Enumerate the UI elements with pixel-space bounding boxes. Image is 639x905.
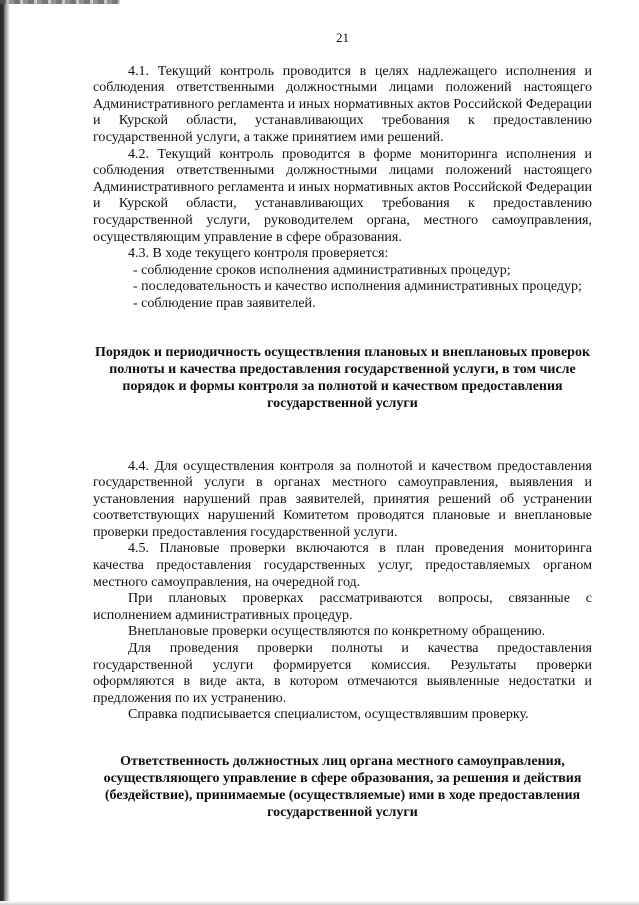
paragraph-4-2: 4.2. Текущий контроль проводится в форме мониторинга исполнения и соблюдения ответственными должностными лицами положений настоящего Административного регламента и иных нормативных актов Российской Федерации и Курской области, устанавливающих требования к предоставлению государственной услуги, руководителем органа, местного самоуправления, осуществляющим управление в сфере образования. bbox=[93, 146, 592, 245]
scan-edge-left bbox=[0, 0, 10, 905]
paragraph-report-signature: Справка подписывается специалистом, осуществлявшим проверку. bbox=[128, 707, 529, 723]
section-heading-responsibility: Ответственность должностных лиц органа местного самоуправления, осуществляющего управление в сфере образования, за решения и действия (бездействие), принимаемые (осуществляемые) ими в ходе предоставления государственной услуги bbox=[103, 754, 582, 820]
paragraph-4-4: 4.4. Для осуществления контроля за полнотой и качеством предоставления государственной услуги в органах местного самоуправления, выявления и установления нарушений прав заявителей, принятия решений об устранении соответствующих нарушений Комитетом проводятся плановые и внеплановые проверки предоставления государственной услуги. bbox=[93, 458, 592, 540]
document-page bbox=[93, 30, 592, 821]
paragraph-unscheduled-checks: Внеплановые проверки осуществляются по конкретному обращению. bbox=[128, 624, 546, 640]
paragraph-4-5: 4.5. Плановые проверки включаются в план проведения мониторинга качества предоставления государственных услуг, предоставляемых органом местного самоуправления, на очередной год. bbox=[93, 541, 592, 590]
paragraph-commission: Для проведения проверки полноты и качества предоставления государственной услуги формируется комиссия. Результаты проверки оформляются в виде акта, в котором отмечаются выявленные недостатки и предложения по их устранению. bbox=[93, 641, 592, 706]
section-heading-inspections: Порядок и периодичность осуществления плановых и внеплановых проверок полноты и качества предоставления государственной услуги, в том числе порядок и формы контроля за полнотой и качеством предоставления государственной услуги bbox=[94, 344, 591, 411]
section-inspections bbox=[93, 459, 592, 725]
list-item: - соблюдение сроков исполнения административных процедур; bbox=[133, 262, 511, 278]
list-item: - соблюдение прав заявителей. bbox=[133, 295, 316, 311]
paragraph-4-1: 4.1. Текущий контроль проводится в целях надлежащего исполнения и соблюдения ответственными должностными лицами положений настоящего Административного регламента и иных нормативных актов Российской Федерации и Курской области, устанавливающих требования к предоставлению государственной услуги, а также принятием ими решений. bbox=[93, 63, 592, 145]
paragraph-planned-checks: При плановых проверках рассматриваются вопросы, связанные с исполнением административных процедур. bbox=[93, 591, 592, 623]
page-number: 21 bbox=[336, 30, 349, 45]
scan-edge-bottom bbox=[0, 901, 639, 905]
spacer bbox=[93, 412, 592, 459]
list-item: - последовательность и качество исполнения административных процедур; bbox=[133, 279, 582, 295]
paragraph-4-3: 4.3. В ходе текущего контроля проверяется: bbox=[128, 246, 389, 262]
scan-edge-top bbox=[0, 0, 120, 4]
section-current-control bbox=[93, 64, 592, 313]
